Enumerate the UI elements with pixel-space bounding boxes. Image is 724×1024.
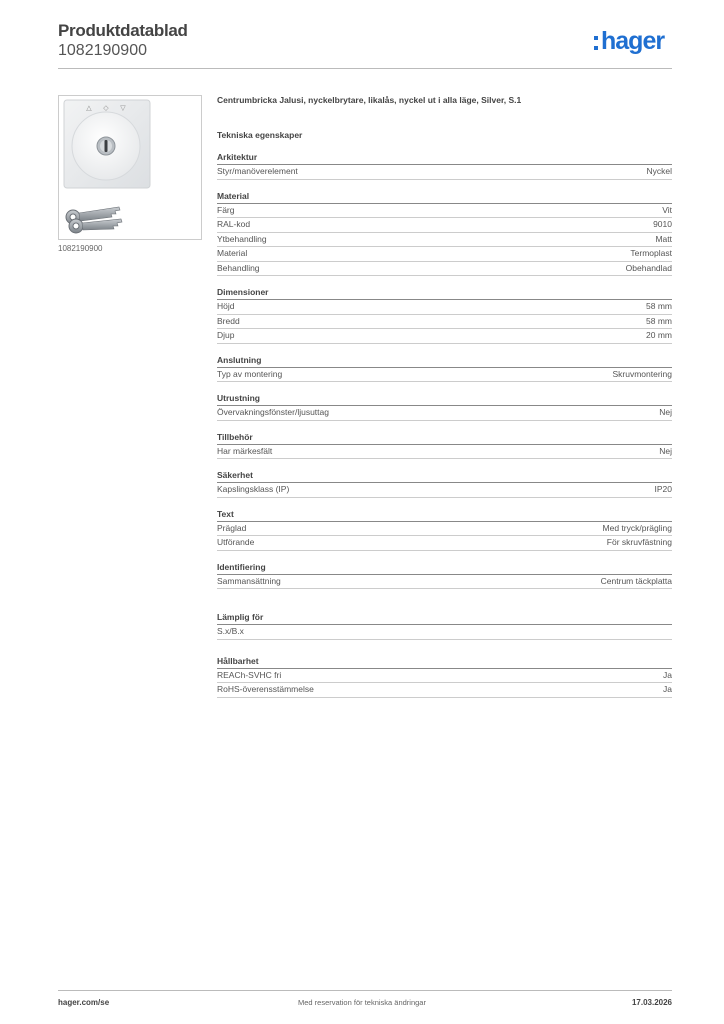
spec-section (217, 470, 672, 498)
spec-value: Obehandlad (625, 262, 672, 273)
spec-section (217, 287, 672, 344)
section-title: Material (217, 191, 672, 204)
spec-row (217, 625, 672, 640)
section-title: Säkerhet (217, 470, 672, 483)
logo-wordmark: hager (601, 27, 665, 55)
section-title: Anslutning (217, 355, 672, 368)
spec-value: Ja (663, 669, 672, 680)
spec-label: Styr/manöverelement (217, 166, 298, 176)
spec-value: 20 mm (646, 330, 672, 340)
spec-value: Nyckel (646, 166, 672, 176)
section-title: Tillbehör (217, 432, 672, 445)
spec-section (217, 191, 672, 277)
spec-value: 58 mm (646, 315, 672, 326)
spec-row (217, 406, 672, 421)
spec-label: REACh-SVHC fri (217, 669, 282, 680)
arrow-up-icon: △ (86, 104, 92, 112)
spec-value: 9010 (653, 219, 672, 229)
section-title: Hållbarhet (217, 656, 672, 669)
section-suitable (217, 612, 672, 640)
section-title: Text (217, 509, 672, 522)
footer-website[interactable]: hager.com/se (58, 998, 110, 1007)
spec-row (217, 233, 672, 248)
spec-value: Vit (662, 204, 672, 215)
spec-value: 58 mm (646, 301, 672, 311)
spec-value: För skruvfästning (606, 537, 672, 547)
spec-value: Nej (659, 407, 672, 417)
spec-label: Typ av montering (217, 368, 283, 379)
spec-value: Matt (655, 233, 672, 244)
spec-section (217, 432, 672, 460)
spec-row (217, 368, 672, 383)
footer-divider (58, 990, 672, 991)
spec-row (217, 204, 672, 219)
spec-row (217, 329, 672, 344)
spec-section (217, 393, 672, 421)
section-title: Utrustning (217, 393, 672, 406)
page-header (58, 22, 188, 61)
spec-value: Termoplast (630, 248, 672, 258)
spec-row (217, 669, 672, 684)
spec-value: Skruvmontering (612, 368, 672, 379)
spec-label: Bredd (217, 315, 240, 326)
spec-row (217, 483, 672, 498)
spec-label: RAL-kod (217, 219, 251, 229)
spec-value: Ja (663, 684, 672, 694)
spec-label: Höjd (217, 301, 235, 311)
spec-value: Centrum täckplatta (600, 575, 672, 586)
hager-logo (594, 27, 664, 55)
product-illustration-icon (59, 96, 201, 239)
spec-section (217, 509, 672, 551)
section-title: Lämplig för (217, 612, 672, 625)
spec-label: Utförande (217, 537, 255, 547)
footer-disclaimer: Med reservation för tekniska ändringar (298, 998, 426, 1007)
spec-label: Övervakningsfönster/ljusuttag (217, 407, 329, 417)
spec-label: Material (217, 248, 248, 258)
spec-row (217, 522, 672, 537)
section-title: Identifiering (217, 562, 672, 575)
arrow-down-icon: ▽ (120, 104, 126, 112)
spec-label: S.x/B.x (217, 626, 244, 636)
header-divider (58, 68, 672, 69)
spec-label: Behandling (217, 262, 260, 273)
product-name: Centrumbricka Jalusi, nyckelbrytare, likalås, nyckel ut i alla läge, Silver, S.1 (217, 95, 522, 105)
spec-label: Ytbehandling (217, 233, 267, 244)
spec-label: Djup (217, 330, 235, 340)
image-caption: 1082190900 (58, 244, 103, 253)
stop-icon: ◇ (103, 104, 109, 112)
spec-section (217, 562, 672, 590)
spec-row (217, 536, 672, 551)
spec-content (217, 94, 672, 698)
page-title: Produktdatablad (58, 21, 188, 40)
spec-label: Präglad (217, 522, 247, 533)
spec-row (217, 300, 672, 315)
spec-row (217, 247, 672, 262)
section-title: Arkitektur (217, 152, 672, 165)
section-title: Dimensioner (217, 287, 672, 300)
spec-row (217, 218, 672, 233)
section-sustainability (217, 656, 672, 698)
spec-row (217, 165, 672, 180)
footer-date: 17.03.2026 (631, 998, 672, 1007)
spec-value: Nej (659, 445, 672, 456)
spec-row (217, 683, 672, 698)
spec-row (217, 315, 672, 330)
spec-label: Kapslingsklass (IP) (217, 484, 290, 494)
spec-value: Med tryck/prägling (602, 522, 672, 533)
logo-dots-icon (594, 36, 598, 50)
spec-section (217, 152, 672, 180)
tech-heading: Tekniska egenskaper (217, 130, 303, 140)
spec-label: Färg (217, 204, 235, 215)
spec-label: Har märkesfält (217, 445, 273, 456)
spec-value: IP20 (654, 484, 672, 494)
spec-row (217, 575, 672, 590)
product-image (58, 95, 202, 240)
spec-sections (217, 152, 672, 589)
spec-section (217, 355, 672, 383)
spec-label: Sammansättning (217, 575, 281, 586)
spec-row (217, 445, 672, 460)
spec-row (217, 262, 672, 277)
spec-label: RoHS-överensstämmelse (217, 684, 314, 694)
product-number: 1082190900 (58, 42, 147, 59)
